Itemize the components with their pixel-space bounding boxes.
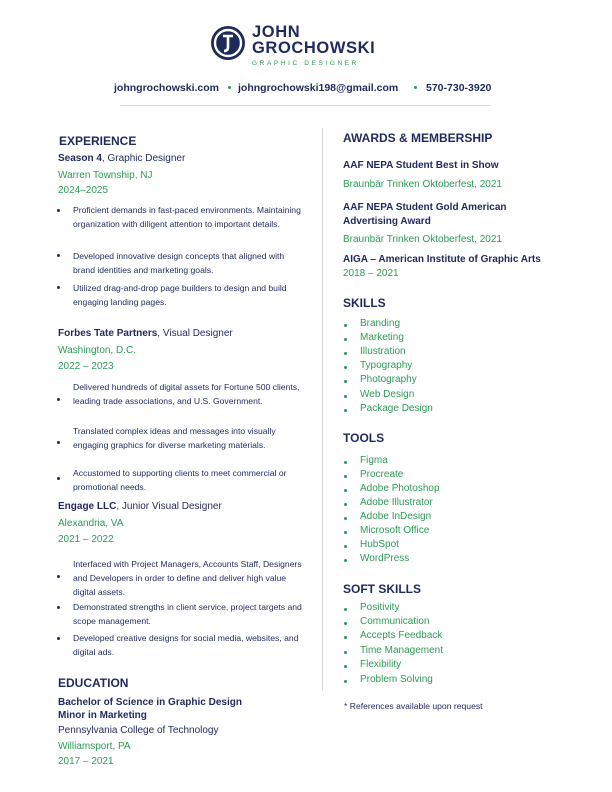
skill-bullet bbox=[344, 338, 347, 341]
job-dates: 2021 – 2022 bbox=[58, 534, 114, 545]
education-dates: 2017 – 2021 bbox=[58, 756, 114, 767]
logo-jg-monogram bbox=[211, 26, 245, 60]
first-name: JOHN bbox=[252, 23, 301, 41]
skill-item: Web Design bbox=[360, 389, 415, 400]
company-name: Forbes Tate Partners bbox=[58, 328, 158, 339]
award-detail: Braunbär Trinken Oktoberfest, 2021 bbox=[343, 234, 502, 245]
experience-heading: EXPERIENCE bbox=[59, 134, 137, 148]
job-location: Alexandria, VA bbox=[58, 518, 124, 529]
tool-item: Figma bbox=[360, 455, 388, 466]
separator-dot bbox=[228, 86, 231, 89]
job-bullet: Interfaced with Project Managers, Accounts Staff, Designers and Developers in order to define and deliver high value digital assets. bbox=[73, 559, 302, 597]
tool-bullet bbox=[344, 517, 347, 520]
last-name: GROCHOWSKI bbox=[252, 39, 376, 57]
tool-item: WordPress bbox=[360, 553, 410, 564]
soft-skill-bullet bbox=[344, 622, 347, 625]
bullet-dot bbox=[57, 637, 60, 640]
job-role: , Junior Visual Designer bbox=[116, 501, 222, 512]
skill-bullet bbox=[344, 352, 347, 355]
soft-skill-bullet bbox=[344, 651, 347, 654]
degree: Bachelor of Science in Graphic Design bbox=[58, 697, 242, 708]
skill-bullet bbox=[344, 366, 347, 369]
bullet-dot bbox=[57, 286, 60, 289]
soft-skill-item: Positivity bbox=[360, 602, 400, 613]
job-role: , Graphic Designer bbox=[101, 153, 186, 164]
column-divider bbox=[322, 128, 323, 690]
tool-bullet bbox=[344, 559, 347, 562]
job-bullet: Translated complex ideas and messages into visually engaging graphics for diverse marketing materials. bbox=[73, 426, 276, 450]
awards-heading: AWARDS & MEMBERSHIP bbox=[343, 131, 493, 145]
skill-item: Illustration bbox=[360, 346, 406, 357]
education-heading: EDUCATION bbox=[58, 676, 129, 690]
tool-bullet bbox=[344, 461, 347, 464]
soft-skill-bullet bbox=[344, 680, 347, 683]
bullet-dot bbox=[57, 441, 60, 444]
skill-item: Typography bbox=[360, 360, 413, 371]
job-bullet: Delivered hundreds of digital assets for Fortune 500 clients, leading trade associations, and U.S. Government. bbox=[73, 382, 300, 406]
tool-bullet bbox=[344, 489, 347, 492]
job-role: , Visual Designer bbox=[157, 328, 233, 339]
job-bullet: Demonstrated strengths in client service, project targets and scope management. bbox=[73, 602, 302, 626]
job-bullet: Utilized drag-and-drop page builders to design and build engaging landing pages. bbox=[73, 283, 287, 307]
soft-skill-bullet bbox=[344, 636, 347, 639]
soft-skill-item: Flexibility bbox=[360, 659, 402, 670]
tool-bullet bbox=[344, 531, 347, 534]
job-title-line bbox=[58, 501, 222, 512]
bullet-dot bbox=[57, 606, 60, 609]
website-link[interactable]: johngrochowski.com bbox=[114, 82, 220, 94]
soft-skill-item: Time Management bbox=[360, 645, 443, 656]
skill-bullet bbox=[344, 380, 347, 383]
job-title-line bbox=[58, 153, 185, 164]
soft-skill-bullet bbox=[344, 608, 347, 611]
header-divider bbox=[120, 105, 490, 106]
skill-bullet bbox=[344, 395, 347, 398]
logo-mark-icon bbox=[211, 26, 245, 60]
company-name: Engage LLC bbox=[58, 501, 117, 512]
job-bullet: Proficient demands in fast-paced environments. Maintaining organization with diligent attention to important details. bbox=[73, 205, 301, 229]
tool-bullet bbox=[344, 545, 347, 548]
minor: Minor in Marketing bbox=[58, 710, 147, 721]
skill-item: Photography bbox=[360, 374, 417, 385]
skill-bullet bbox=[344, 409, 347, 412]
bullet-dot bbox=[57, 575, 60, 578]
membership-title: AIGA – American Institute of Graphic Arts bbox=[343, 254, 541, 265]
skill-item: Package Design bbox=[360, 403, 433, 414]
skill-bullet bbox=[344, 324, 347, 327]
tool-item: Adobe InDesign bbox=[360, 511, 432, 522]
soft-skill-item: Accepts Feedback bbox=[360, 630, 443, 641]
skill-item: Branding bbox=[360, 318, 401, 329]
tool-bullet bbox=[344, 475, 347, 478]
tool-item: HubSpot bbox=[360, 539, 399, 550]
tool-bullet bbox=[344, 503, 347, 506]
job-title: GRAPHIC DESIGNER bbox=[252, 60, 359, 67]
job-bullet: Developed innovative design concepts that aligned with brand identities and marketing goals. bbox=[73, 251, 285, 275]
job-dates: 2022 – 2023 bbox=[58, 361, 114, 372]
award-title: AAF NEPA Student Gold American Advertising Award bbox=[343, 202, 507, 227]
award-detail: Braunbär Trinken Oktoberfest, 2021 bbox=[343, 179, 502, 190]
bullet-dot bbox=[57, 254, 60, 257]
job-location: Washington, D.C. bbox=[58, 345, 136, 356]
job-dates: 2024–2025 bbox=[58, 185, 109, 196]
bullet-dot bbox=[57, 398, 60, 401]
company-name: Season 4 bbox=[58, 153, 102, 164]
membership-dates: 2018 – 2021 bbox=[343, 268, 399, 279]
job-location: Warren Township, NJ bbox=[58, 170, 153, 181]
phone-link[interactable]: 570-730-3920 bbox=[426, 82, 492, 94]
soft-skills-heading: SOFT SKILLS bbox=[343, 582, 421, 596]
references-note: * References available upon request bbox=[344, 701, 483, 711]
tool-item: Procreate bbox=[360, 469, 404, 480]
skills-heading: SKILLS bbox=[343, 296, 386, 310]
name-block bbox=[252, 24, 375, 56]
soft-skill-item: Communication bbox=[360, 616, 430, 627]
tool-item: Adobe Photoshop bbox=[360, 483, 440, 494]
job-title-line bbox=[58, 328, 233, 339]
soft-skill-bullet bbox=[344, 665, 347, 668]
tool-item: Microsoft Office bbox=[360, 525, 430, 536]
award-title: AAF NEPA Student Best in Show bbox=[343, 160, 499, 171]
school-location: Williamsport, PA bbox=[58, 741, 131, 752]
school-name: Pennsylvania College of Technology bbox=[58, 725, 219, 736]
tool-item: Adobe Illustrator bbox=[360, 497, 433, 508]
email-link[interactable]: johngrochowski198@gmail.com bbox=[238, 82, 399, 94]
soft-skill-item: Problem Solving bbox=[360, 674, 433, 685]
tools-heading: TOOLS bbox=[343, 431, 385, 445]
bullet-dot bbox=[57, 477, 60, 480]
bullet-dot bbox=[57, 209, 60, 212]
job-bullet: Developed creative designs for social media, websites, and digital ads. bbox=[73, 633, 299, 657]
job-bullet: Accustomed to supporting clients to meet commercial or promotional needs. bbox=[73, 468, 287, 492]
skill-item: Marketing bbox=[360, 332, 404, 343]
separator-dot bbox=[414, 86, 417, 89]
